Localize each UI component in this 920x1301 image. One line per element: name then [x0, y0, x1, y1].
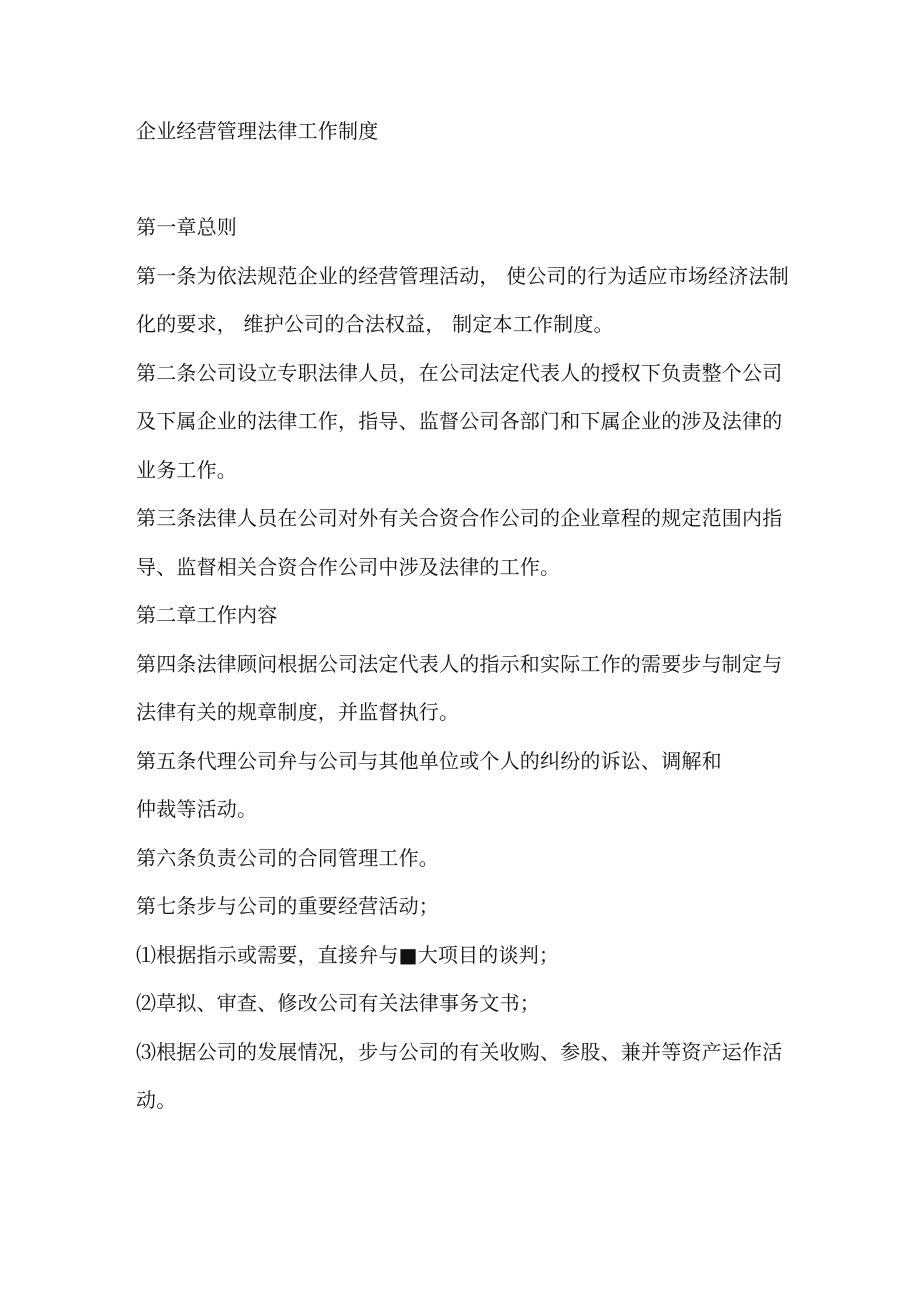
paragraph-line: 业务工作。: [136, 458, 237, 482]
paragraph-line: 动。: [136, 1088, 177, 1112]
list-item-line: ⑵草拟、审查、修改公司有关法律事务文书；: [136, 991, 540, 1015]
paragraph-line: 第四条法律顾问根据公司法定代表人的指示和实际工作的需要步与制定与: [136, 652, 783, 676]
paragraph-line: 及下属企业的法律工作，指导、监督公司各部门和下属企业的涉及法律的: [136, 409, 783, 433]
document-title: 企业经营管理法律工作制度: [136, 119, 379, 143]
list-item-line: ⑴根据指示或需要，直接弁与■大项目的谈判；: [136, 943, 560, 967]
paragraph-line: 第三条法律人员在公司对外有关合资合作公司的企业章程的规定范围内指: [136, 506, 783, 530]
paragraph-line: 第六条负责公司的合同管理工作。: [136, 846, 439, 870]
paragraph-line: 第二条公司设立专职法律人员，在公司法定代表人的授权下负责整个公司: [136, 361, 783, 385]
list-item-line: ⑶根据公司的发展情况，步与公司的有关收购、参股、兼并等资产运作活: [136, 1040, 783, 1064]
paragraph-line: 第五条代理公司弁与公司与其他单位或个人的纠纷的诉讼、调解和: [136, 749, 722, 773]
paragraph-line: 法律有关的规章制度，并监督执行。: [136, 700, 460, 724]
paragraph-line: 第七条步与公司的重要经营活动；: [136, 894, 439, 918]
paragraph-line: 仲裁等活动。: [136, 797, 258, 821]
paragraph-line: 导、监督相关合资合作公司中涉及法律的工作。: [136, 555, 561, 579]
paragraph-line: 第一条为依法规范企业的经营管理活动， 使公司的行为适应市场经济法制: [136, 264, 789, 288]
chapter-heading: 第一章总则: [136, 215, 237, 239]
chapter-heading: 第二章工作内容: [136, 603, 278, 627]
paragraph-line: 化的要求， 维护公司的合法权益， 制定本工作制度。: [136, 312, 614, 336]
